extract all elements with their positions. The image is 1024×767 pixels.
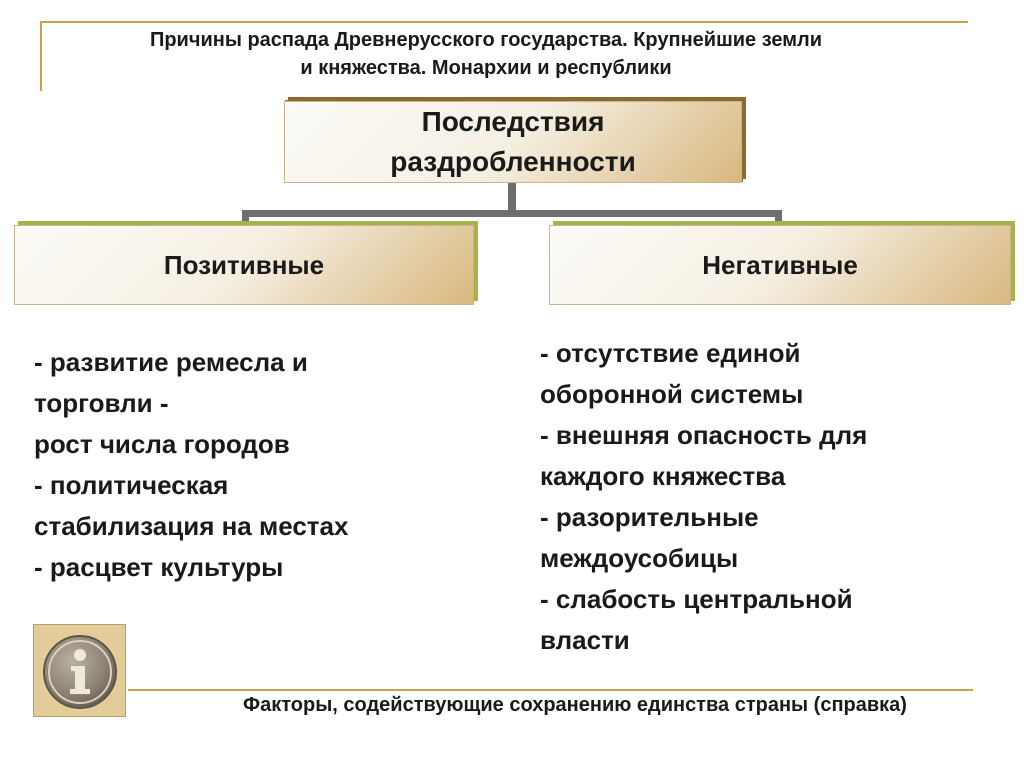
list-item-dash: -	[159, 388, 169, 418]
positive-consequences-list	[34, 342, 479, 588]
info-button[interactable]	[33, 624, 126, 717]
connector-root-stem	[508, 183, 516, 213]
list-item: каждого княжества	[540, 461, 786, 491]
connector-right-drop	[775, 210, 782, 225]
negative-consequences-list	[540, 333, 990, 661]
unity-factors-link[interactable]: Факторы, содействующие сохранению единства страны (справка)	[243, 694, 907, 716]
list-item: - расцвет культуры	[34, 552, 284, 582]
list-item: - разорительные	[540, 502, 759, 532]
negative-node	[549, 225, 1011, 305]
root-node-line-2: раздробленности	[390, 146, 636, 177]
list-item: оборонной системы	[540, 379, 804, 409]
list-item: - политическая	[34, 470, 229, 500]
slide-title	[46, 26, 926, 82]
info-icon	[34, 625, 127, 718]
slide-title-line-2: и княжества. Монархии и республики	[300, 57, 672, 79]
slide-title-line-1: Причины распада Древнерусского государства. Крупнейшие земли	[149, 29, 823, 51]
title-frame-left-line	[40, 21, 42, 91]
root-node-line-1: Последствия	[421, 106, 605, 137]
list-item: стабилизация на местах	[34, 511, 349, 541]
list-item-row	[34, 383, 479, 424]
connector-left-drop	[242, 210, 249, 225]
footer-divider	[128, 689, 973, 691]
list-item: междоусобицы	[540, 543, 739, 573]
list-item: - отсутствие единой	[540, 338, 801, 368]
list-item: - развитие ремесла и	[34, 347, 308, 377]
positive-node-heading: Позитивные	[163, 249, 325, 280]
list-item: власти	[540, 625, 630, 655]
connector-horizontal-bar	[242, 210, 782, 217]
title-frame-top-line	[40, 21, 968, 23]
list-item: - слабость центральной	[540, 584, 853, 614]
root-node-consequences	[284, 101, 742, 183]
list-item: рост числа городов	[34, 429, 290, 459]
list-item: - внешняя опасность для	[540, 420, 868, 450]
positive-node	[14, 225, 474, 305]
negative-node-heading: Негативные	[702, 249, 858, 280]
list-item: торговли	[34, 388, 153, 418]
